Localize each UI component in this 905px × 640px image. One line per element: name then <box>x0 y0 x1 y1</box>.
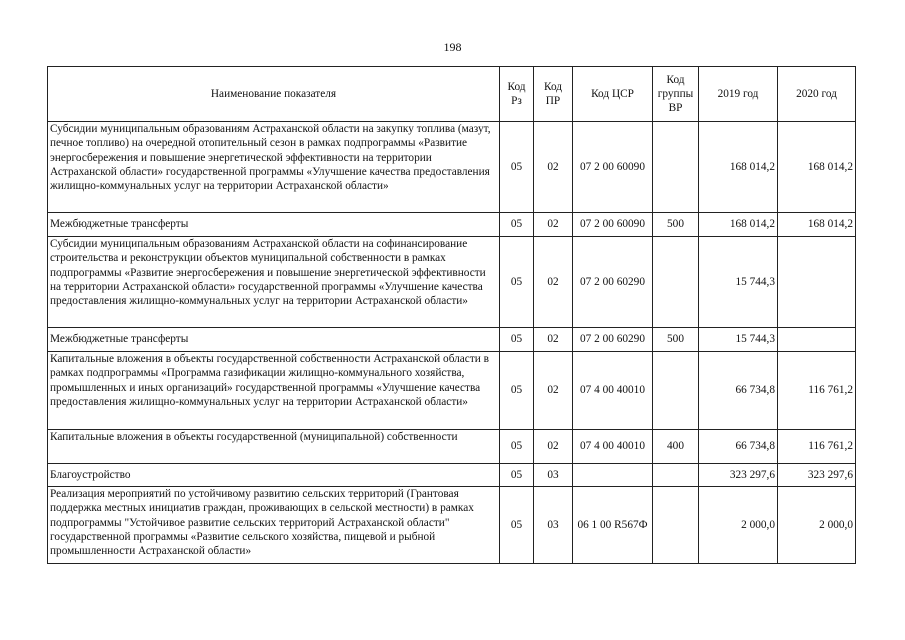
code-rz: 05 <box>500 328 534 352</box>
code-vr: 400 <box>653 430 699 464</box>
amount-2019: 66 734,8 <box>699 430 778 464</box>
page-number: 198 <box>443 40 462 54</box>
code-rz: 05 <box>500 213 534 237</box>
code-vr <box>653 237 699 328</box>
amount-2020: 323 297,6 <box>778 464 856 487</box>
amount-2020: 168 014,2 <box>778 122 856 213</box>
table-row <box>48 237 856 328</box>
code-pr: 03 <box>534 464 573 487</box>
amount-2020: 2 000,0 <box>778 487 856 564</box>
table-row <box>48 464 856 487</box>
amount-2019: 15 744,3 <box>699 237 778 328</box>
indicator-name: Благоустройство <box>48 464 500 487</box>
code-csr <box>573 464 653 487</box>
header-2020: 2020 год <box>778 67 856 122</box>
code-pr: 02 <box>534 237 573 328</box>
indicator-name: Субсидии муниципальным образованиям Астраханской области на софинансирование строительства и реконструкции объектов муниципальной собственности в рамках подпрограммы «Развитие энергосбережения и повышение энергетической эффективности на территории Астраханской области» государственной программы «Улучшение качества предоставления жилищно-коммунальных услуг на территории Астраханской области» <box>48 237 500 328</box>
amount-2020: 116 761,2 <box>778 352 856 430</box>
code-vr: 500 <box>653 213 699 237</box>
table-row <box>48 328 856 352</box>
code-pr: 02 <box>534 430 573 464</box>
header-vr: Код группы ВР <box>653 67 699 122</box>
amount-2019: 168 014,2 <box>699 122 778 213</box>
code-csr: 07 4 00 40010 <box>573 430 653 464</box>
code-csr: 06 1 00 R567Ф <box>573 487 653 564</box>
code-pr: 02 <box>534 122 573 213</box>
code-rz: 05 <box>500 352 534 430</box>
code-vr <box>653 352 699 430</box>
header-pr: Код ПР <box>534 67 573 122</box>
code-csr: 07 4 00 40010 <box>573 352 653 430</box>
code-pr: 02 <box>534 328 573 352</box>
code-rz: 05 <box>500 122 534 213</box>
table-row <box>48 487 856 564</box>
code-vr <box>653 464 699 487</box>
header-2019: 2019 год <box>699 67 778 122</box>
code-rz: 05 <box>500 430 534 464</box>
code-pr: 02 <box>534 213 573 237</box>
amount-2020: 168 014,2 <box>778 213 856 237</box>
header-csr: Код ЦСР <box>573 67 653 122</box>
amount-2020 <box>778 328 856 352</box>
amount-2019: 2 000,0 <box>699 487 778 564</box>
amount-2019: 168 014,2 <box>699 213 778 237</box>
indicator-name: Межбюджетные трансферты <box>48 213 500 237</box>
code-pr: 02 <box>534 352 573 430</box>
code-rz: 05 <box>500 487 534 564</box>
header-name: Наименование показателя <box>48 67 500 122</box>
code-csr: 07 2 00 60290 <box>573 237 653 328</box>
code-vr: 500 <box>653 328 699 352</box>
code-csr: 07 2 00 60090 <box>573 122 653 213</box>
table-row <box>48 122 856 213</box>
header-row <box>48 67 856 122</box>
code-vr <box>653 122 699 213</box>
indicator-name: Реализация мероприятий по устойчивому развитию сельских территорий (Грантовая поддержка местных инициатив граждан, проживающих в сельской местности) в рамках подпрограммы "Устойчивое развитие сельских территорий Астраханской области" государственной программы «Развитие сельского хозяйства, пищевой и рыбной промышленности Астраханской области» <box>48 487 500 564</box>
amount-2020 <box>778 237 856 328</box>
code-csr: 07 2 00 60090 <box>573 213 653 237</box>
table-row <box>48 352 856 430</box>
indicator-name: Капитальные вложения в объекты государственной собственности Астраханской области в рамках подпрограммы «Программа газификации жилищно-коммунального хозяйства, промышленных и иных организаций» государственной программы «Улучшение качества предоставления жилищно-коммунальных услуг на территории Астраханской области» <box>48 352 500 430</box>
budget-table <box>47 66 856 564</box>
header-rz: Код Рз <box>500 67 534 122</box>
code-pr: 03 <box>534 487 573 564</box>
table-row <box>48 430 856 464</box>
code-rz: 05 <box>500 237 534 328</box>
indicator-name: Капитальные вложения в объекты государственной (муниципальной) собственности <box>48 430 500 464</box>
amount-2019: 323 297,6 <box>699 464 778 487</box>
indicator-name: Межбюджетные трансферты <box>48 328 500 352</box>
indicator-name: Субсидии муниципальным образованиям Астраханской области на закупку топлива (мазут, печное топливо) на очередной отопительный сезон в рамках подпрограммы «Развитие энергосбережения и повышение энергетической эффективности на территории Астраханской области» государственной программы «Улучшение качества предоставления жилищно-коммунальных услуг на территории Астраханской области» <box>48 122 500 213</box>
code-rz: 05 <box>500 464 534 487</box>
amount-2020: 116 761,2 <box>778 430 856 464</box>
amount-2019: 15 744,3 <box>699 328 778 352</box>
amount-2019: 66 734,8 <box>699 352 778 430</box>
code-csr: 07 2 00 60290 <box>573 328 653 352</box>
table-row <box>48 213 856 237</box>
code-vr <box>653 487 699 564</box>
